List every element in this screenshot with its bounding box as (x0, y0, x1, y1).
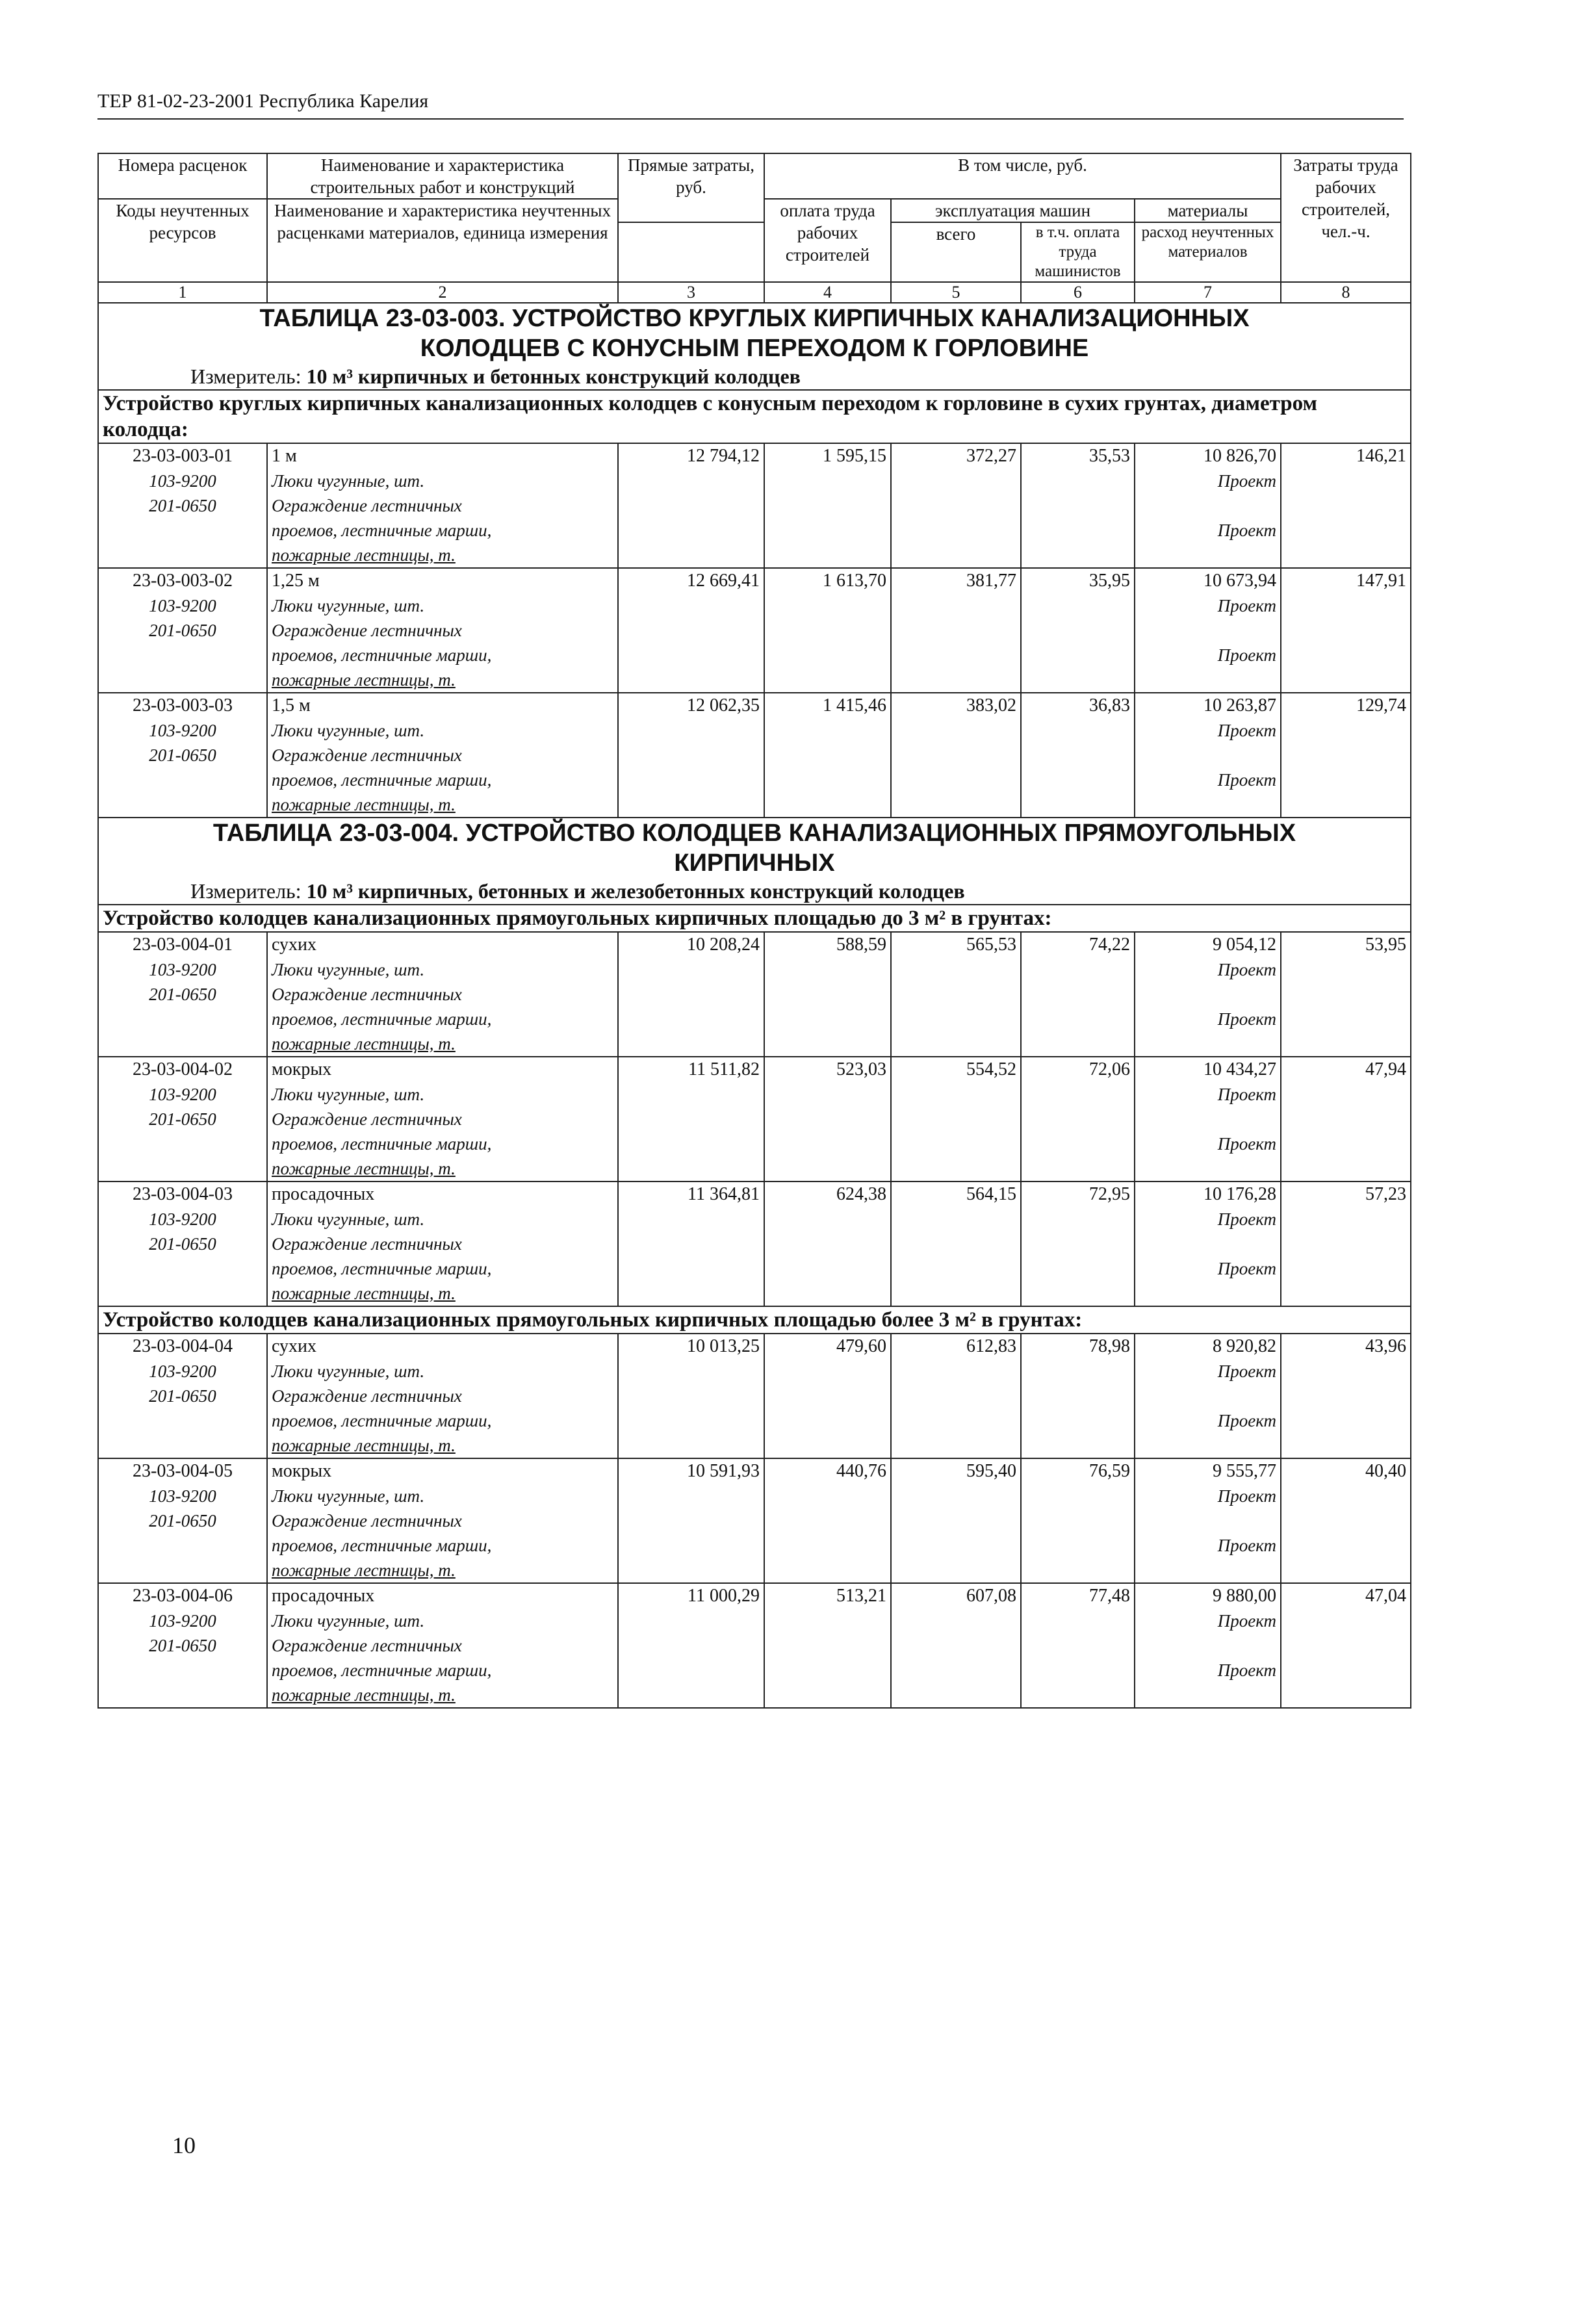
col6-header: в т.ч. оплата труда машинистов (1021, 222, 1135, 282)
meter-value: 10 м³ кирпичных и бетонных конструкций колодцев (306, 365, 801, 388)
row-code: 23-03-004-02 103-9200 201-0650 (98, 1057, 267, 1181)
col-number: 6 (1021, 282, 1135, 303)
table-row (98, 1458, 1411, 1583)
row-name: просадочных Люки чугунные, шт. Ограждение лестничных проемов, лестничные марши, пожарные лестницы, т. (267, 1181, 618, 1306)
machines-header: эксплуатация машин (891, 199, 1135, 222)
machinist-wage: 72,06 (1021, 1057, 1135, 1181)
wage-cost: 588,59 (764, 932, 891, 1057)
table-1-title-line1: ТАБЛИЦА 23-03-003. УСТРОЙСТВО КРУГЛЫХ КИРПИЧНЫХ КАНАЛИЗАЦИОННЫХ (259, 305, 1250, 332)
row-code: 23-03-003-02 103-9200 201-0650 (98, 568, 267, 693)
row-code: 23-03-004-06 103-9200 201-0650 (98, 1583, 267, 1708)
labor-cost: 147,91 (1281, 568, 1411, 693)
table-1-meter (103, 363, 1406, 389)
machine-cost: 612,83 (891, 1334, 1021, 1458)
materials-header: материалы (1135, 199, 1281, 222)
row-name: мокрых Люки чугунные, шт. Ограждение лестничных проемов, лестничные марши, пожарные лестницы, т. (267, 1057, 618, 1181)
labor-cost: 47,94 (1281, 1057, 1411, 1181)
material-cost: 10 673,94 Проект Проект (1135, 568, 1281, 693)
row-name: просадочных Люки чугунные, шт. Ограждение лестничных проемов, лестничные марши, пожарные лестницы, т. (267, 1583, 618, 1708)
material-cost: 10 826,70 Проект Проект (1135, 443, 1281, 568)
machine-cost: 383,02 (891, 693, 1021, 818)
col-number: 2 (267, 282, 618, 303)
meter-label: Измеритель: (190, 365, 302, 388)
direct-cost: 10 013,25 (618, 1334, 764, 1458)
meter-label: Измеритель: (190, 879, 302, 903)
material-cost: 9 880,00 Проект Проект (1135, 1583, 1281, 1708)
col2-top-header: Наименование и характеристика строительных работ и конструкций (267, 153, 618, 199)
col-number: 4 (764, 282, 891, 303)
machinist-wage: 74,22 (1021, 932, 1135, 1057)
table-2-title-line2: КИРПИЧНЫХ (674, 849, 835, 877)
row-name: мокрых Люки чугунные, шт. Ограждение лестничных проемов, лестничные марши, пожарные лестницы, т. (267, 1458, 618, 1583)
incl-header: В том числе, руб. (764, 153, 1281, 199)
machinist-wage: 35,95 (1021, 568, 1135, 693)
col8-header: Затраты труда рабочих строителей, чел.-ч. (1281, 153, 1411, 282)
direct-cost: 12 794,12 (618, 443, 764, 568)
wage-cost: 523,03 (764, 1057, 891, 1181)
row-code: 23-03-004-05 103-9200 201-0650 (98, 1458, 267, 1583)
labor-cost: 53,95 (1281, 932, 1411, 1057)
machine-cost: 372,27 (891, 443, 1021, 568)
col-number: 7 (1135, 282, 1281, 303)
table-row (98, 1583, 1411, 1708)
labor-cost: 146,21 (1281, 443, 1411, 568)
row-name: сухих Люки чугунные, шт. Ограждение лестничных проемов, лестничные марши, пожарные лестницы, т. (267, 1334, 618, 1458)
row-code: 23-03-003-03 103-9200 201-0650 (98, 693, 267, 818)
col-number: 3 (618, 282, 764, 303)
col7-header: расход неучтенных материалов (1135, 222, 1281, 282)
col-number: 1 (98, 282, 267, 303)
material-cost: 9 054,12 Проект Проект (1135, 932, 1281, 1057)
direct-cost: 11 511,82 (618, 1057, 764, 1181)
header-divider (97, 118, 1404, 120)
material-cost: 8 920,82 Проект Проект (1135, 1334, 1281, 1458)
direct-cost: 12 669,41 (618, 568, 764, 693)
machine-cost: 381,77 (891, 568, 1021, 693)
machinist-wage: 77,48 (1021, 1583, 1135, 1708)
page-number: 10 (172, 2132, 196, 2158)
row-code: 23-03-003-01 103-9200 201-0650 (98, 443, 267, 568)
material-cost: 9 555,77 Проект Проект (1135, 1458, 1281, 1583)
col-number: 8 (1281, 282, 1411, 303)
document-header: ТЕР 81-02-23-2001 Республика Карелия (97, 90, 429, 112)
wage-cost: 1 613,70 (764, 568, 891, 693)
row-name: сухих Люки чугунные, шт. Ограждение лестничных проемов, лестничные марши, пожарные лестницы, т. (267, 932, 618, 1057)
material-cost: 10 434,27 Проект Проект (1135, 1057, 1281, 1181)
table-row (98, 1181, 1411, 1306)
row-name: 1,5 м Люки чугунные, шт. Ограждение лестничных проемов, лестничные марши, пожарные лестницы, т. (267, 693, 618, 818)
price-table (97, 153, 1411, 1709)
machinist-wage: 36,83 (1021, 693, 1135, 818)
table-row (98, 443, 1411, 568)
row-name: 1,25 м Люки чугунные, шт. Ограждение лестничных проемов, лестничные марши, пожарные лестницы, т. (267, 568, 618, 693)
group-heading: Устройство колодцев канализационных прямоугольных кирпичных площадью более 3 м² в грунтах: (98, 1306, 1411, 1334)
material-cost: 10 263,87 Проект Проект (1135, 693, 1281, 818)
table-1-heading (98, 303, 1411, 390)
machine-cost: 564,15 (891, 1181, 1021, 1306)
table-1-title-line2: КОЛОДЦЕВ С КОНУСНЫМ ПЕРЕХОДОМ К ГОРЛОВИНЕ (420, 335, 1089, 362)
col2-bottom-header: Наименование и характеристика неучтенных расценками материалов, единица измерения (267, 199, 618, 282)
table-2-heading (98, 818, 1411, 905)
group-heading: Устройство круглых кирпичных канализационных колодцев с конусным переходом к горловине в сухих грунтах, диаметром колодца: (98, 390, 1411, 443)
machine-cost: 607,08 (891, 1583, 1021, 1708)
table-2-meter (103, 878, 1406, 904)
machinist-wage: 78,98 (1021, 1334, 1135, 1458)
wage-cost: 513,21 (764, 1583, 891, 1708)
wage-cost: 1 595,15 (764, 443, 891, 568)
direct-cost: 11 364,81 (618, 1181, 764, 1306)
direct-cost: 11 000,29 (618, 1583, 764, 1708)
row-code: 23-03-004-01 103-9200 201-0650 (98, 932, 267, 1057)
wage-cost: 624,38 (764, 1181, 891, 1306)
labor-cost: 129,74 (1281, 693, 1411, 818)
table-row (98, 568, 1411, 693)
col3-header: Прямые затраты, руб. (618, 153, 764, 222)
col1-top-header: Номера расценок (98, 153, 267, 199)
row-code: 23-03-004-03 103-9200 201-0650 (98, 1181, 267, 1306)
machinist-wage: 72,95 (1021, 1181, 1135, 1306)
table-row (98, 932, 1411, 1057)
row-code: 23-03-004-04 103-9200 201-0650 (98, 1334, 267, 1458)
material-cost: 10 176,28 Проект Проект (1135, 1181, 1281, 1306)
labor-cost: 47,04 (1281, 1583, 1411, 1708)
col4-header: оплата труда рабочих строителей (764, 199, 891, 282)
wage-cost: 479,60 (764, 1334, 891, 1458)
labor-cost: 40,40 (1281, 1458, 1411, 1583)
wage-cost: 440,76 (764, 1458, 891, 1583)
table-row (98, 1057, 1411, 1181)
direct-cost: 10 208,24 (618, 932, 764, 1057)
machinist-wage: 76,59 (1021, 1458, 1135, 1583)
table-row (98, 693, 1411, 818)
wage-cost: 1 415,46 (764, 693, 891, 818)
table-2-title-line1: ТАБЛИЦА 23-03-004. УСТРОЙСТВО КОЛОДЦЕВ КАНАЛИЗАЦИОННЫХ ПРЯМОУГОЛЬНЫХ (212, 820, 1296, 847)
col5-header: всего (891, 222, 1021, 282)
meter-value: 10 м³ кирпичных, бетонных и железобетонных конструкций колодцев (306, 879, 965, 903)
col-number: 5 (891, 282, 1021, 303)
table-row (98, 1334, 1411, 1458)
direct-cost: 12 062,35 (618, 693, 764, 818)
group-heading: Устройство колодцев канализационных прямоугольных кирпичных площадью до 3 м² в грунтах: (98, 905, 1411, 932)
machine-cost: 554,52 (891, 1057, 1021, 1181)
row-name: 1 м Люки чугунные, шт. Ограждение лестничных проемов, лестничные марши, пожарные лестницы, т. (267, 443, 618, 568)
labor-cost: 43,96 (1281, 1334, 1411, 1458)
direct-cost: 10 591,93 (618, 1458, 764, 1583)
labor-cost: 57,23 (1281, 1181, 1411, 1306)
machine-cost: 595,40 (891, 1458, 1021, 1583)
col1-bottom-header: Коды неучтенных ресурсов (98, 199, 267, 282)
machinist-wage: 35,53 (1021, 443, 1135, 568)
machine-cost: 565,53 (891, 932, 1021, 1057)
